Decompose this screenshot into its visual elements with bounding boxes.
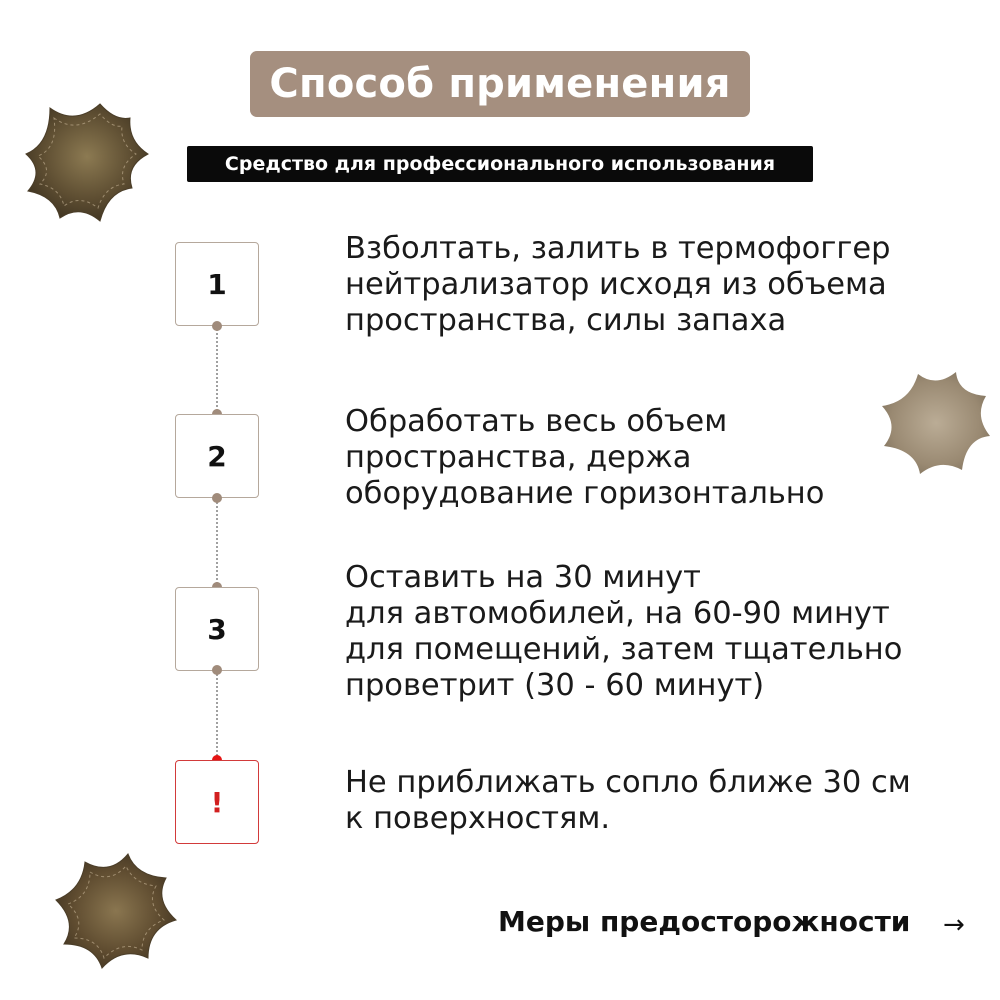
step-text-1: Взболтать, залить в термофоггер нейтрализатор исходя из объема пространства, силы запаха <box>345 231 891 338</box>
timeline-connector <box>216 326 218 414</box>
step-text-3: Оставить на 30 минут для автомобилей, на 60-90 минут для помещений, затем тщательно проветрит (30 - 60 минут) <box>345 560 903 703</box>
timeline-dot <box>212 493 222 503</box>
page-title: Способ применения <box>250 51 750 117</box>
leather-hide-icon <box>50 848 180 972</box>
leather-hide-icon <box>20 96 160 231</box>
timeline-connector <box>216 498 218 588</box>
timeline-dot <box>212 321 222 331</box>
step-marker-2: 2 <box>175 414 259 498</box>
precautions-link[interactable]: Меры предосторожности <box>498 905 911 938</box>
step-marker-1: 1 <box>175 242 259 326</box>
timeline-connector <box>216 670 218 760</box>
warning-text: Не приближать сопло ближе 30 см к поверхностям. <box>345 765 911 836</box>
step-text-2: Обработать весь объем пространства, держа оборудование горизонтально <box>345 404 825 511</box>
step-marker-3: 3 <box>175 587 259 671</box>
warning-marker: ! <box>175 760 259 844</box>
timeline-dot <box>212 665 222 675</box>
arrow-right-icon[interactable]: → <box>943 910 965 940</box>
subtitle-banner: Средство для профессионального использования <box>187 146 813 182</box>
